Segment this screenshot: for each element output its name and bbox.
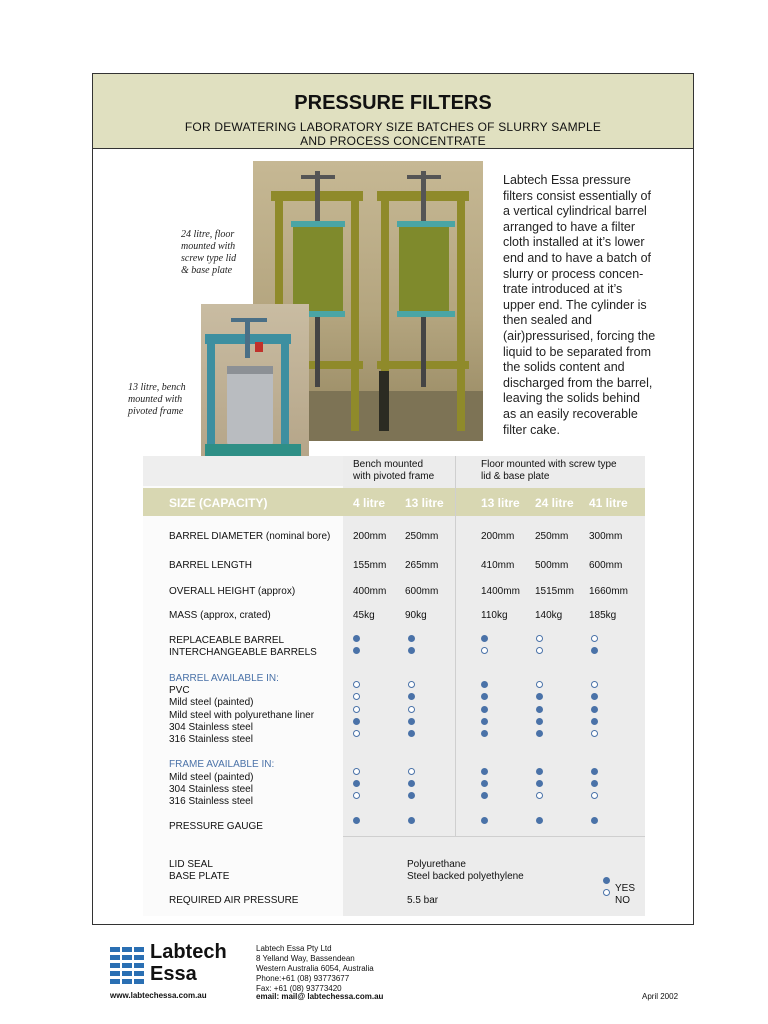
intro-line: liquid to be separated from — [503, 344, 652, 359]
intro-line: arranged to have a filter — [503, 219, 636, 234]
open-dot-icon — [408, 706, 415, 713]
intro-line: end and to have a batch of — [503, 250, 652, 265]
spec-row-value: 250mm — [535, 531, 569, 542]
caption-line: 24 litre, floor — [181, 229, 235, 240]
intro-line: filters consist essentially of — [503, 188, 651, 203]
intro-line: then sealed and — [503, 313, 592, 328]
filled-dot-icon — [353, 718, 360, 725]
option-label: REPLACEABLE BARREL — [169, 635, 285, 646]
table-header-blank — [143, 456, 343, 486]
filled-dot-icon — [408, 635, 415, 642]
intro-line: upper end. The cylinder is — [503, 297, 647, 312]
address-line: 8 Yelland Way, Bassendean — [256, 954, 355, 963]
filled-dot-icon — [481, 730, 488, 737]
spec-row-value: 45kg — [353, 610, 375, 621]
filled-dot-icon — [353, 635, 360, 642]
legend-yes-label: YES — [615, 883, 636, 894]
heading-line: Floor mounted with screw type — [481, 459, 617, 470]
option-label: INTERCHANGEABLE BARRELS — [169, 647, 317, 658]
caption-line: screw type lid — [181, 253, 237, 264]
filled-dot-icon — [481, 681, 488, 688]
logo-line: Essa — [150, 963, 197, 985]
legend-no-label: NO — [615, 895, 630, 906]
base-plate-label: BASE PLATE — [169, 871, 230, 882]
spec-row-value: 110kg — [481, 610, 508, 621]
header — [93, 74, 693, 149]
spec-row-value: 500mm — [535, 560, 569, 571]
material-label: Mild steel (painted) — [169, 697, 254, 708]
filled-dot-icon — [353, 817, 360, 824]
open-dot-icon — [353, 792, 360, 799]
pressure-gauge-label: PRESSURE GAUGE — [169, 821, 263, 832]
filled-dot-icon — [536, 817, 543, 824]
open-dot-icon — [408, 681, 415, 688]
address-line: Western Australia 6054, Australia — [256, 964, 374, 973]
intro-line: leaving the solids behind — [503, 391, 640, 406]
logo-wordmark — [150, 941, 227, 985]
material-label: Mild steel (painted) — [169, 772, 254, 783]
intro-line: Labtech Essa pressure — [503, 173, 631, 187]
bench-photo-caption — [128, 382, 186, 418]
spec-row-value: 600mm — [405, 586, 439, 597]
intro-line: slurry or process concen- — [503, 266, 644, 281]
filled-dot-icon — [353, 647, 360, 654]
spec-row-label: BARREL LENGTH — [169, 560, 252, 571]
air-pressure-value: 5.5 bar — [407, 895, 439, 906]
spec-row-value: 410mm — [481, 560, 515, 571]
barrel-material-heading: BARREL AVAILABLE IN: — [169, 673, 279, 684]
intro-line: trate introduced at it’s — [503, 282, 623, 297]
open-dot-icon — [408, 768, 415, 775]
spec-row-value: 200mm — [481, 531, 515, 542]
spec-row-value: 90kg — [405, 610, 427, 621]
logo-icon — [110, 945, 144, 985]
filled-dot-icon — [591, 693, 598, 700]
filled-dot-icon — [481, 706, 488, 713]
filled-dot-icon — [591, 780, 598, 787]
intro-line: cloth installed at it’s lower — [503, 235, 645, 250]
open-dot-icon — [536, 647, 543, 654]
group-bench-heading — [353, 459, 434, 483]
group-floor-heading — [481, 459, 617, 483]
heading-line: lid & base plate — [481, 471, 550, 482]
open-dot-icon — [481, 647, 488, 654]
base-plate-value: Steel backed polyethylene — [407, 871, 524, 882]
lid-seal-label: LID SEAL — [169, 859, 213, 870]
filled-dot-icon — [408, 730, 415, 737]
open-dot-icon — [536, 681, 543, 688]
spec-row-value: 300mm — [589, 531, 623, 542]
spec-row-value: 200mm — [353, 531, 387, 542]
spec-row-value: 155mm — [353, 560, 387, 571]
size-heading: 4 litre — [353, 496, 386, 510]
size-heading: 13 litre — [405, 496, 444, 510]
datasheet-frame — [92, 73, 694, 925]
open-dot-icon — [536, 792, 543, 799]
filled-dot-icon — [481, 718, 488, 725]
caption-line: mounted with — [181, 241, 236, 252]
intro-line: (air)pressurised, forcing the — [503, 328, 656, 343]
open-dot-icon — [591, 635, 598, 642]
filled-dot-icon — [591, 718, 598, 725]
intro-line: discharged from the barrel, — [503, 375, 653, 390]
table-values-area — [343, 456, 645, 916]
subtitle-line: FOR DEWATERING LABORATORY SIZE BATCHES OF SLURRY SAMPLE — [184, 120, 602, 134]
logo-line: Labtech — [150, 941, 227, 963]
open-dot-icon — [353, 693, 360, 700]
company-name: Labtech Essa Pty Ltd — [256, 944, 332, 953]
size-heading: 24 litre — [535, 496, 574, 510]
page-title: PRESSURE FILTERS — [294, 92, 492, 114]
filled-dot-icon — [536, 693, 543, 700]
size-heading: 13 litre — [481, 496, 520, 510]
intro-line: filter cake. — [503, 422, 560, 437]
size-heading: 41 litre — [589, 496, 628, 510]
phone: Phone:+61 (08) 93773677 — [256, 974, 350, 983]
filled-dot-icon — [536, 730, 543, 737]
open-dot-icon — [591, 792, 598, 799]
open-dot-icon — [353, 706, 360, 713]
filled-dot-icon — [591, 706, 598, 713]
filled-dot-icon — [481, 693, 488, 700]
open-dot-icon — [353, 768, 360, 775]
spec-row-value: 600mm — [589, 560, 623, 571]
spec-row-value: 140kg — [535, 610, 563, 621]
filled-dot-icon — [481, 780, 488, 787]
spec-row-label: BARREL DIAMETER (nominal bore) — [169, 531, 331, 542]
spec-row-label: OVERALL HEIGHT (approx) — [169, 586, 296, 597]
filled-dot-icon — [408, 693, 415, 700]
bench-filter-illustration — [201, 304, 309, 472]
filled-dot-icon — [536, 718, 543, 725]
lid-seal-value: Polyurethane — [407, 859, 466, 870]
spec-row-value: 1515mm — [535, 586, 574, 597]
subtitle-line: AND PROCESS CONCENTRATE — [300, 134, 486, 148]
filled-dot-icon — [408, 718, 415, 725]
frame-material-heading: FRAME AVAILABLE IN: — [169, 759, 275, 770]
material-label: 304 Stainless steel — [169, 722, 253, 733]
spec-row-value: 400mm — [353, 586, 387, 597]
spec-row-label: MASS (approx, crated) — [169, 610, 271, 621]
filled-dot-icon — [536, 768, 543, 775]
spec-row-value: 1400mm — [481, 586, 520, 597]
open-dot-icon — [591, 681, 598, 688]
row-divider — [343, 836, 645, 837]
intro-line: a vertical cylindrical barrel — [503, 204, 647, 219]
group-divider — [455, 456, 456, 836]
filled-dot-icon — [591, 817, 598, 824]
material-label: 316 Stainless steel — [169, 734, 253, 745]
email-link[interactable]: email: mail@ labtechessa.com.au — [256, 992, 384, 1001]
filled-dot-icon — [591, 647, 598, 654]
fax: Fax: +61 (08) 93773420 — [256, 984, 342, 993]
intro-line: as an easily recoverable — [503, 406, 638, 421]
heading-line: Bench mounted — [353, 459, 424, 470]
filled-dot-icon — [536, 706, 543, 713]
website-link[interactable]: www.labtechessa.com.au — [110, 991, 207, 1000]
filled-dot-icon — [481, 792, 488, 799]
filled-dot-icon — [481, 635, 488, 642]
spec-row-value: 265mm — [405, 560, 439, 571]
caption-line: 13 litre, bench — [128, 382, 186, 393]
material-label: 304 Stainless steel — [169, 784, 253, 795]
caption-line: pivoted frame — [128, 406, 184, 417]
open-dot-icon — [591, 730, 598, 737]
material-label: Mild steel with polyurethane liner — [169, 710, 315, 721]
open-dot-icon — [353, 730, 360, 737]
air-pressure-label: REQUIRED AIR PRESSURE — [169, 895, 299, 906]
filled-dot-icon — [591, 768, 598, 775]
spec-table — [143, 456, 645, 916]
spec-row-value: 250mm — [405, 531, 439, 542]
filled-dot-icon — [353, 780, 360, 787]
issue-date: April 2002 — [642, 992, 679, 1001]
page-subtitle — [93, 120, 693, 148]
material-label: PVC — [169, 685, 190, 696]
caption-line: & base plate — [181, 265, 233, 276]
filled-dot-icon — [408, 792, 415, 799]
bench-filter-photo — [201, 304, 309, 472]
material-label: 316 Stainless steel — [169, 796, 253, 807]
legend-no-dot-icon — [603, 889, 610, 896]
size-capacity-label: SIZE (CAPACITY) — [169, 496, 268, 510]
filled-dot-icon — [481, 817, 488, 824]
filled-dot-icon — [481, 768, 488, 775]
caption-line: mounted with — [128, 394, 183, 405]
open-dot-icon — [536, 635, 543, 642]
floor-photo-caption — [181, 229, 236, 277]
legend-yes-dot-icon — [603, 877, 610, 884]
spec-row-value: 1660mm — [589, 586, 628, 597]
spec-row-value: 185kg — [589, 610, 617, 621]
filled-dot-icon — [536, 780, 543, 787]
filled-dot-icon — [408, 817, 415, 824]
intro-line: the solids content and — [503, 360, 625, 375]
filled-dot-icon — [408, 780, 415, 787]
intro-paragraph — [503, 173, 683, 438]
filled-dot-icon — [408, 647, 415, 654]
heading-line: with pivoted frame — [353, 471, 435, 482]
open-dot-icon — [353, 681, 360, 688]
